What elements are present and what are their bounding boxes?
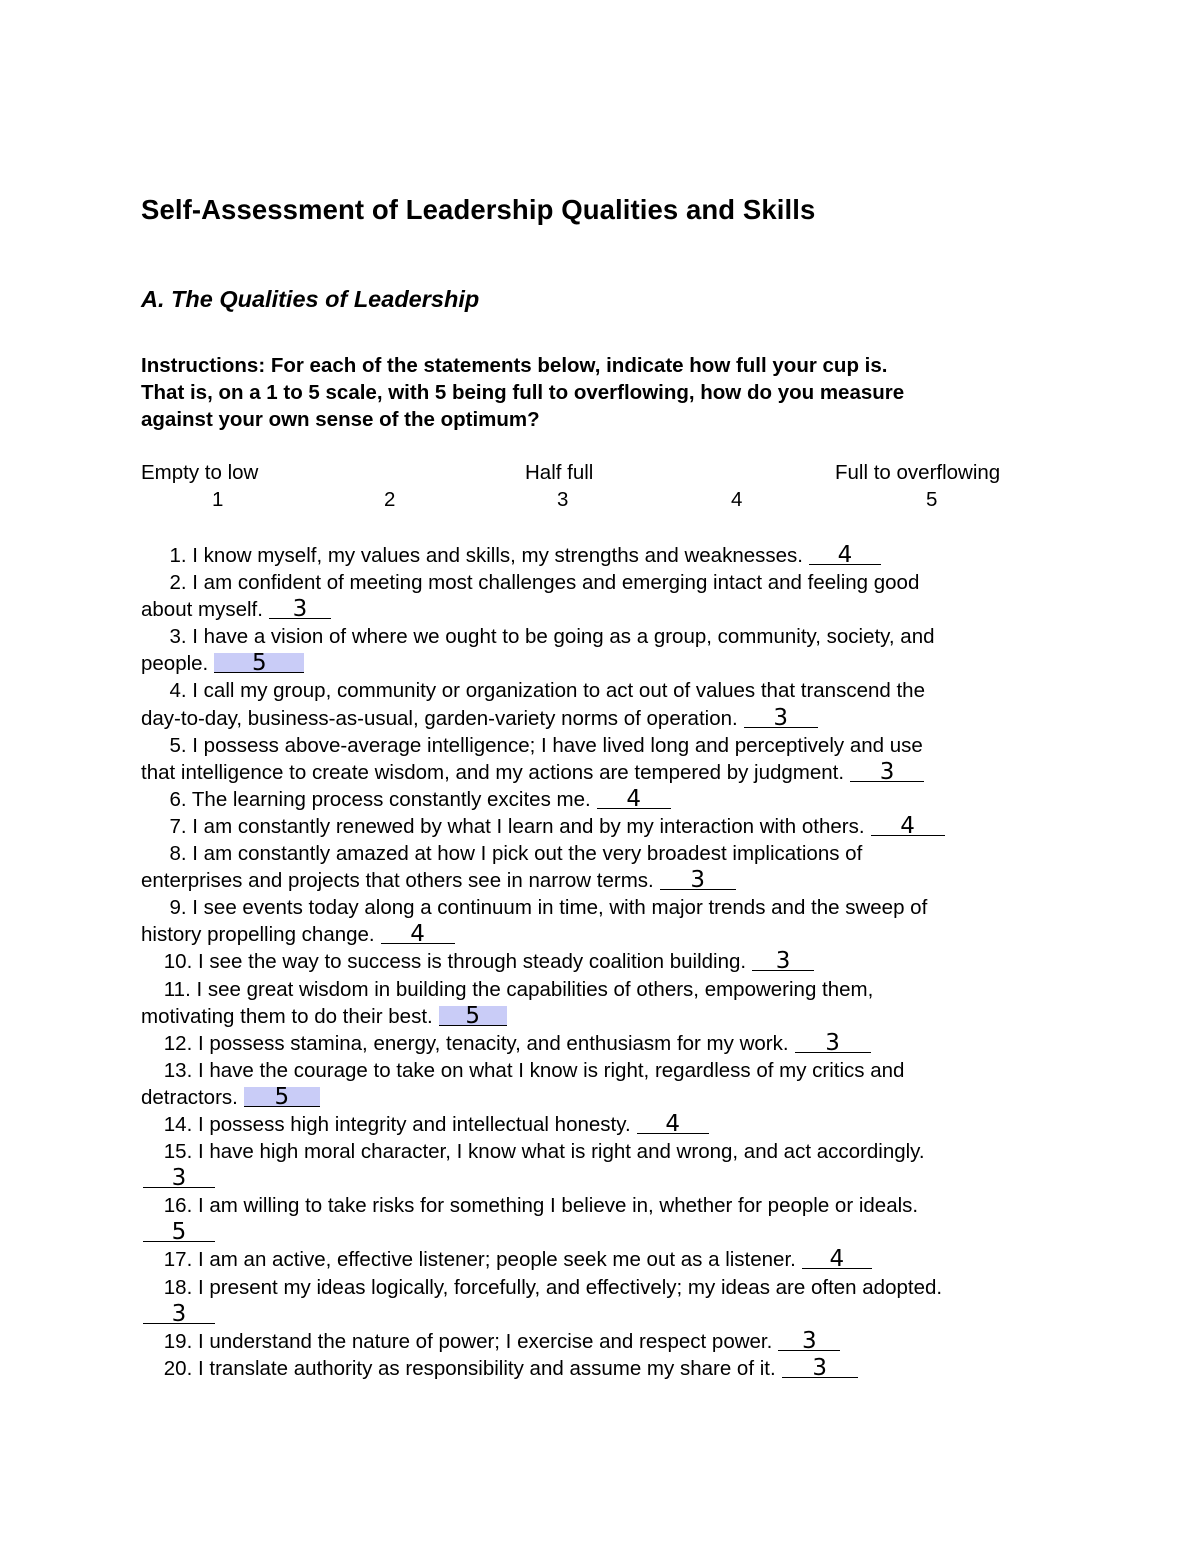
statement-text: detractors. (141, 1085, 238, 1109)
answer-blank[interactable] (795, 1029, 871, 1056)
statement-continuation (141, 867, 1101, 894)
answer-value: 4 (665, 1110, 680, 1137)
statement-text: I call my group, community or organization to act out of values that transcend the (192, 679, 925, 703)
statement-text: I see the way to success is through steady coalition building. (197, 950, 747, 974)
statement-text: I have the courage to take on what I know is right, regardless of my critics and (197, 1058, 905, 1082)
statement-continuation (141, 1084, 1101, 1111)
statement-item (141, 569, 1101, 596)
statement-number: 11. (141, 977, 197, 1001)
section-heading: A. The Qualities of Leadership (141, 286, 480, 312)
answer-blank[interactable] (809, 542, 881, 568)
statement-number: 7. (141, 814, 193, 838)
scale-number-5: 5 (926, 488, 938, 511)
statement-number: 13. (141, 1058, 198, 1082)
statement-item (141, 1328, 1101, 1355)
statement-number: 20. (141, 1356, 198, 1380)
statement-number: 12. (141, 1031, 198, 1055)
answer-blank[interactable] (143, 1219, 215, 1246)
scale-number-4: 4 (731, 488, 743, 511)
scale-high-label: Full to overflowing (835, 461, 1001, 484)
statement-continuation (141, 921, 1101, 948)
statement-number: 2. (141, 571, 193, 595)
statement-number: 14. (141, 1112, 198, 1136)
statement-item (141, 1192, 1101, 1219)
answer-blank[interactable] (143, 1300, 215, 1327)
answer-blank[interactable] (244, 1083, 320, 1110)
answer-value: 3 (171, 1300, 187, 1327)
statement-text: I am an active, effective listener; people seek me out as a listener. (197, 1248, 796, 1272)
statement-text: I am constantly amazed at how I pick out the very broadest implications of (192, 842, 863, 866)
statement-item (141, 623, 1101, 650)
scale-number-2: 2 (384, 488, 396, 511)
answer-blank[interactable] (637, 1110, 709, 1137)
instructions (141, 352, 1061, 433)
statement-text: I know myself, my values and skills, my strengths and weaknesses. (192, 544, 803, 567)
answer-blank[interactable] (850, 758, 924, 785)
statement-number: 6. (141, 787, 192, 811)
statement-item (141, 1355, 1101, 1382)
statement-item (141, 840, 1101, 867)
statement-text: I possess above-average intelligence; I have lived long and perceptively and use (192, 733, 923, 757)
answer-value: 4 (626, 785, 642, 812)
statement-text: I have a vision of where we ought to be going as a group, community, society, and (192, 625, 935, 649)
answer-value: 3 (879, 758, 895, 785)
answer-value: 3 (690, 867, 706, 894)
answer-blank[interactable] (439, 1002, 507, 1029)
statement-continuation (141, 1165, 1101, 1192)
statement-continuation (141, 1003, 1101, 1030)
answer-value: 4 (900, 812, 915, 839)
scale-number-1: 1 (212, 488, 224, 511)
statement-item (141, 1111, 1101, 1138)
instructions-line: against your own sense of the optimum? (141, 408, 540, 431)
statement-text: I present my ideas logically, forcefully, and effectively; my ideas are often adopted. (197, 1275, 943, 1299)
statement-text: people. (141, 652, 209, 676)
statement-number: 15. (141, 1140, 198, 1164)
statement-continuation (141, 705, 1101, 732)
answer-blank[interactable] (269, 596, 331, 623)
statement-number: 4. (141, 679, 193, 703)
answer-blank[interactable] (752, 948, 814, 975)
answer-value: 5 (251, 650, 267, 677)
answer-blank[interactable] (597, 785, 671, 812)
statement-item (141, 786, 1101, 813)
statement-item (141, 542, 1101, 569)
answer-value: 3 (292, 596, 308, 623)
answer-value: 5 (274, 1083, 290, 1110)
answer-blank[interactable] (660, 867, 736, 894)
statement-number: 9. (141, 896, 193, 920)
statement-item (141, 1030, 1101, 1057)
statement-text: I have high moral character, I know what is right and wrong, and act accordingly. (197, 1140, 925, 1164)
statement-text: about myself. (141, 598, 263, 622)
statement-number: 8. (141, 842, 193, 866)
answer-value: 3 (775, 948, 791, 975)
statement-number: 10. (141, 950, 198, 974)
answer-value: 5 (465, 1002, 481, 1029)
answer-value: 4 (829, 1246, 845, 1273)
statement-item (141, 1138, 1101, 1165)
answer-value: 3 (802, 1327, 817, 1354)
statement-text: day-to-day, business-as-usual, garden-variety norms of operation. (141, 706, 738, 730)
answer-blank[interactable] (214, 650, 304, 677)
statement-continuation (141, 1301, 1101, 1328)
statement-number: 17. (141, 1248, 198, 1272)
statement-text: I see events today along a continuum in time, with major trends and the sweep of (192, 896, 928, 920)
statement-text: history propelling change. (141, 923, 375, 947)
statement-text: I possess stamina, energy, tenacity, and enthusiasm for my work. (197, 1031, 789, 1055)
scale-mid-label: Half full (525, 461, 594, 484)
answer-blank[interactable] (778, 1327, 840, 1354)
statement-item (141, 1274, 1101, 1301)
answer-value: 4 (837, 542, 853, 568)
statement-number: 18. (141, 1275, 198, 1299)
answer-value: 3 (825, 1029, 840, 1056)
statement-item (141, 1057, 1101, 1084)
statement-text: that intelligence to create wisdom, and my actions are tempered by judgment. (141, 760, 845, 784)
scale-number-3: 3 (557, 488, 569, 511)
statement-text: motivating them to do their best. (141, 1004, 433, 1028)
instructions-line: Instructions: For each of the statements below, indicate how full your cup is. (141, 354, 888, 377)
answer-value: 3 (773, 704, 789, 731)
statement-number: 5. (141, 733, 193, 757)
statement-continuation (141, 759, 1101, 786)
statement-item (141, 677, 1101, 704)
statement-number: 19. (141, 1329, 198, 1353)
answer-blank[interactable] (381, 921, 455, 948)
answer-value: 3 (171, 1165, 187, 1192)
answer-blank[interactable] (782, 1354, 858, 1381)
statement-continuation (141, 1219, 1101, 1246)
statement-text: I am constantly renewed by what I learn and by my interaction with others. (192, 814, 865, 838)
statement-item (141, 813, 1101, 840)
statement-number: 1. (141, 544, 193, 567)
statement-number: 16. (141, 1194, 198, 1218)
statement-item (141, 894, 1101, 921)
instructions-line: That is, on a 1 to 5 scale, with 5 being full to overflowing, how do you measure (141, 381, 905, 404)
statement-continuation (141, 596, 1101, 623)
statement-text: enterprises and projects that others see in narrow terms. (141, 869, 654, 893)
answer-value: 3 (812, 1354, 827, 1381)
document-title: Self-Assessment of Leadership Qualities and Skills (141, 194, 816, 225)
answer-blank[interactable] (802, 1246, 872, 1273)
answer-blank[interactable] (744, 704, 818, 731)
statement-text: I see great wisdom in building the capabilities of others, empowering them, (196, 977, 874, 1001)
answer-value: 4 (410, 921, 425, 948)
statement-text: I am willing to take risks for something I believe in, whether for people or ideals. (197, 1194, 919, 1218)
statement-number: 3. (141, 625, 193, 649)
statement-text: I am confident of meeting most challenges and emerging intact and feeling good (192, 571, 920, 595)
answer-blank[interactable] (143, 1165, 215, 1192)
answer-value: 5 (171, 1219, 187, 1246)
statement-item (141, 976, 1101, 1003)
statement-item (141, 1246, 1101, 1273)
statement-text: I translate authority as responsibility and assume my share of it. (197, 1356, 776, 1380)
statement-item (141, 732, 1101, 759)
statement-list (141, 542, 1101, 1382)
statement-text: The learning process constantly excites me. (191, 787, 591, 811)
scale-low-label: Empty to low (141, 461, 259, 484)
statement-text: I possess high integrity and intellectual honesty. (197, 1112, 631, 1136)
statement-continuation (141, 650, 1101, 677)
statement-text: I understand the nature of power; I exercise and respect power. (197, 1329, 773, 1353)
statement-item (141, 948, 1101, 975)
answer-blank[interactable] (871, 812, 945, 839)
